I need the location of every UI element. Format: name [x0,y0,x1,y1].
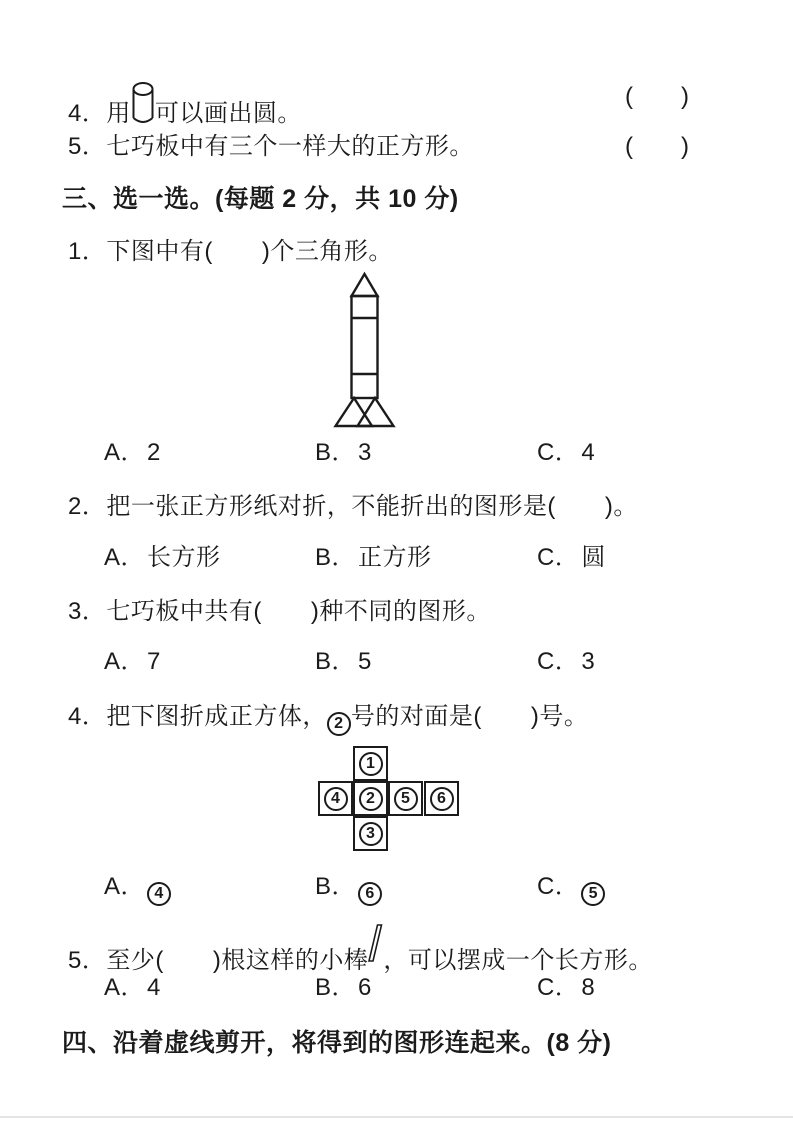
question-number: 5． [68,133,107,160]
cube-net-cell-row-3 [388,781,423,816]
choice-question-1 [68,236,393,268]
question-text: ，可以摆成一个长方形。 [383,947,653,974]
option-a: A．7 [104,648,161,675]
stick-icon [368,924,383,962]
question-number: 2． [68,493,107,520]
question-text: 号的对面是( )号。 [350,703,589,730]
circled-number: 5 [581,882,605,906]
cube-net-cell-bottom [353,816,388,851]
option-a: A． 4 [104,871,171,906]
page-bottom-edge [0,1116,793,1118]
question-text: 可以画出圆。 [154,100,302,127]
option-c: C．8 [537,974,596,1001]
question-text: 把下图折成正方体， [106,703,327,730]
answer-parentheses: ( ) [625,133,689,160]
choice-question-5 [68,924,653,977]
cube-net-cell-row-2 [353,781,388,816]
circled-number: 3 [359,822,383,846]
answer-parentheses: ( ) [625,83,689,110]
option-b: B．6 [315,974,372,1001]
question-text: 七巧板中共有( )种不同的图形。 [106,598,491,625]
circled-number: 1 [359,752,383,776]
question-number: 4． [68,703,107,730]
rocket-nose-triangle [352,274,378,296]
circled-number-2: 2 [327,712,351,736]
option-b: B．3 [315,439,372,466]
question-number: 3． [68,598,107,625]
rocket-figure [329,271,399,429]
question-text: 用 [106,100,131,127]
rocket-body-rect [352,296,378,398]
option-c: C．4 [537,439,596,466]
choice-question-4 [68,701,588,736]
cube-net-cell-row-4 [424,781,459,816]
option-b: B．正方形 [315,544,432,571]
option-b: B． 6 [315,871,382,906]
question-text: 至少( )根这样的小棒 [106,947,369,974]
circled-number: 5 [394,787,418,811]
circled-number: 2 [359,787,383,811]
circled-number: 4 [324,787,348,811]
cube-net-cell-row-1 [318,781,353,816]
choice-question-2 [68,491,638,523]
circled-number: 4 [147,882,171,906]
section-3-title: 三、选一选。(每题 2 分，共 10 分) [62,185,459,213]
cylinder-icon [131,81,155,127]
question-number: 4． [68,100,107,127]
option-c: C．圆 [537,544,606,571]
question-text: 下图中有( )个三角形。 [106,238,393,265]
option-c: C． 5 [537,871,605,906]
choice-question-3 [68,596,491,628]
option-a: A．4 [104,974,161,1001]
circled-number: 6 [358,882,382,906]
option-a: A．长方形 [104,544,221,571]
option-a: A．2 [104,439,161,466]
option-b: B．5 [315,648,372,675]
tf-question-4 [68,81,302,130]
option-c: C．3 [537,648,596,675]
question-text: 七巧板中有三个一样大的正方形。 [106,133,474,160]
question-text: 把一张正方形纸对折，不能折出的图形是( )。 [106,493,638,520]
question-number: 1． [68,238,107,265]
circled-number: 6 [430,787,454,811]
cube-net-cell-top [353,746,388,781]
section-4-title: 四、沿着虚线剪开，将得到的图形连起来。(8 分) [62,1029,612,1057]
question-number: 5． [68,947,107,974]
tf-question-5 [68,131,474,163]
